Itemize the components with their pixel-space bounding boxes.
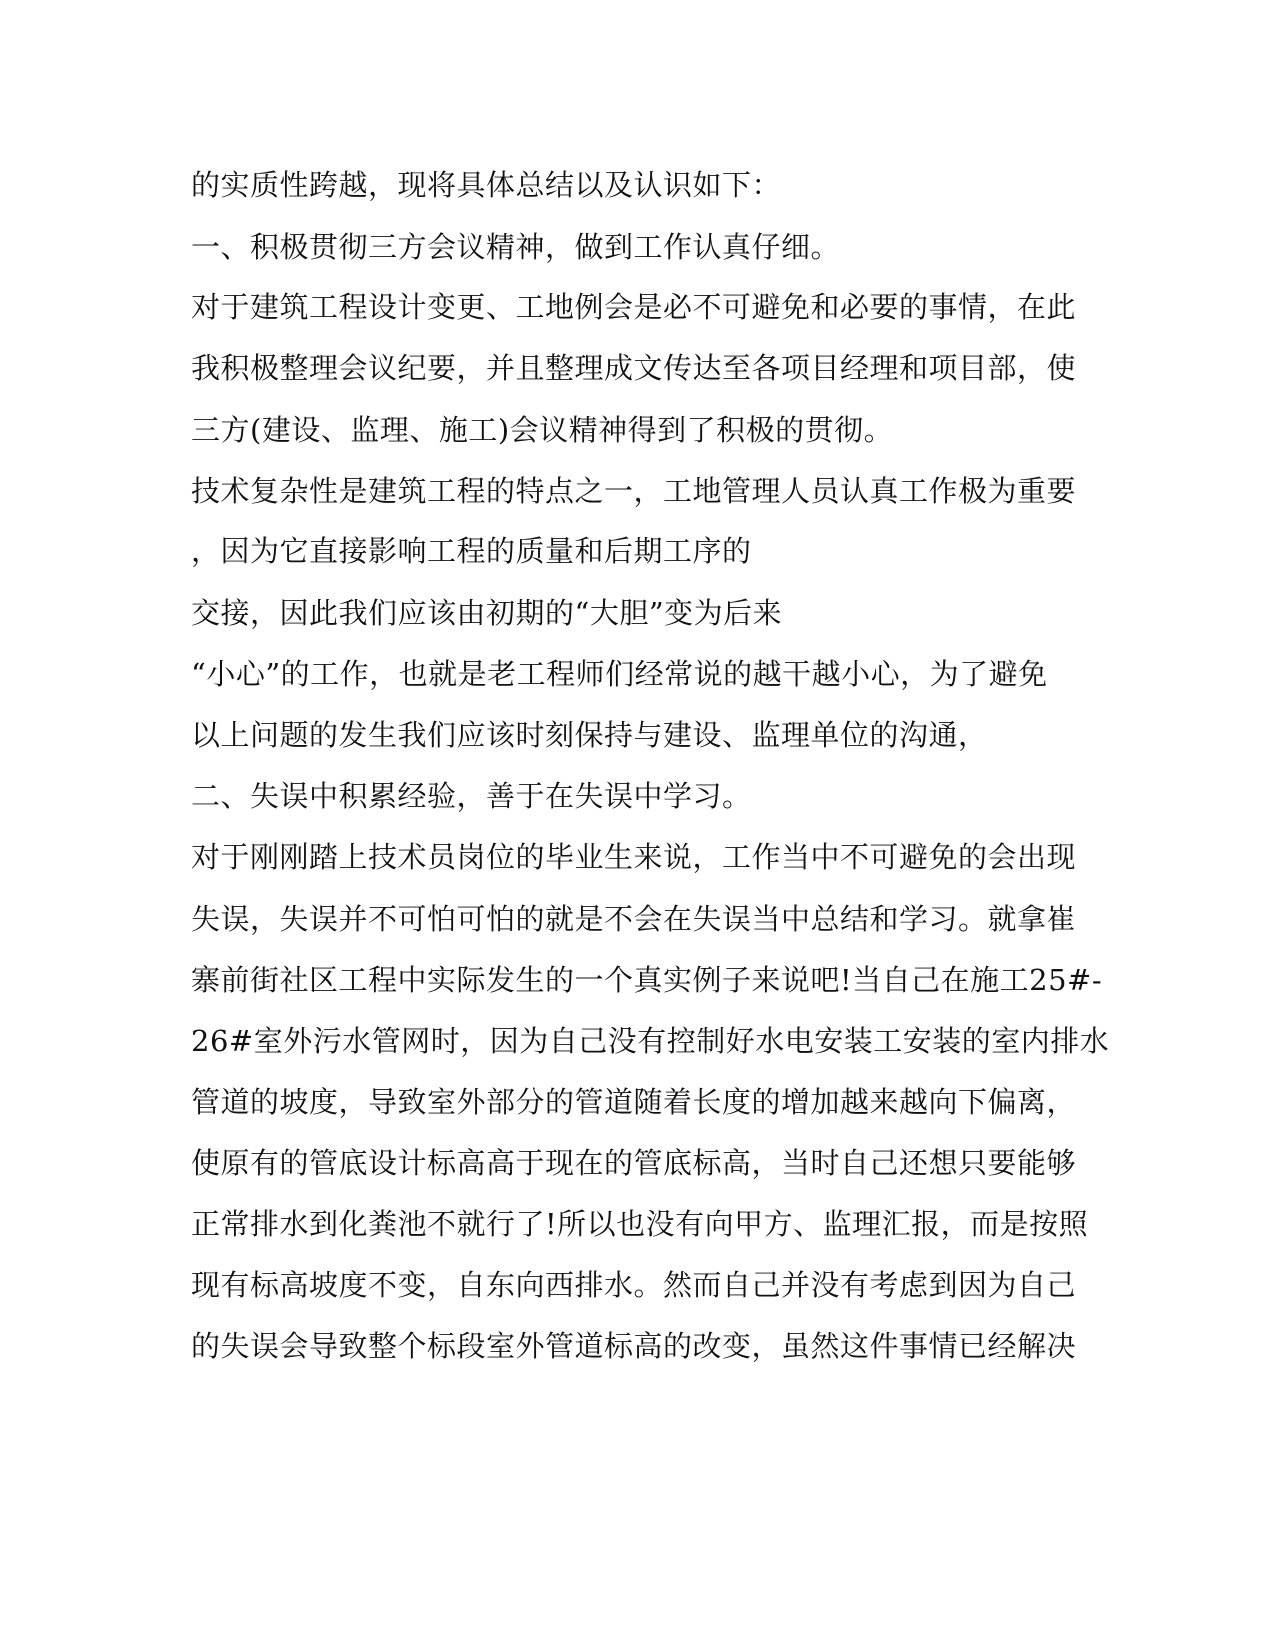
text-line: 管道的坡度，导致室外部分的管道随着长度的增加越来越向下偏离， — [191, 1085, 1077, 1119]
text-line: 对于建筑工程设计变更、工地例会是必不可避免和必要的事情，在此 — [191, 290, 1077, 324]
text-line: 使原有的管底设计标高高于现在的管底标高，当时自己还想只要能够 — [191, 1146, 1077, 1180]
text-line: “小心”的工作，也就是老工程师们经常说的越干越小心，为了避免 — [191, 657, 1048, 691]
text-line: 失误，失误并不可怕可怕的就是不会在失误当中总结和学习。就拿崔 — [191, 902, 1077, 936]
text-line: 我积极整理会议纪要，并且整理成文传达至各项目经理和项目部，使 — [191, 351, 1077, 385]
text-line: 交接，因此我们应该由初期的“大胆”变为后来 — [191, 596, 783, 630]
text-line: 现有标高坡度不变，自东向西排水。然而自己并没有考虑到因为自己 — [191, 1268, 1077, 1302]
text-line: 26#室外污水管网时，因为自己没有控制好水电安装工安装的室内排水 — [191, 1024, 1110, 1058]
text-line: 的实质性跨越，现将具体总结以及认识如下： — [191, 168, 782, 202]
text-line: 技术复杂性是建筑工程的特点之一，工地管理人员认真工作极为重要 — [191, 474, 1077, 508]
text-line: 正常排水到化粪池不就行了!所以也没有向甲方、监理汇报，而是按照 — [191, 1207, 1089, 1241]
section-heading: 一、积极贯彻三方会议精神，做到工作认真仔细。 — [191, 230, 841, 264]
text-line: 寨前街社区工程中实际发生的一个真实例子来说吧!当自己在施工25#- — [191, 963, 1103, 997]
section-heading: 二、失误中积累经验，善于在失误中学习。 — [191, 779, 752, 813]
text-line: 以上问题的发生我们应该时刻保持与建设、监理单位的沟通， — [191, 718, 988, 752]
text-line: ，因为它直接影响工程的质量和后期工序的 — [191, 534, 752, 568]
text-line: 对于刚刚踏上技术员岗位的毕业生来说，工作当中不可避免的会出现 — [191, 840, 1077, 874]
text-line: 的失误会导致整个标段室外管道标高的改变，虽然这件事情已经解决 — [191, 1329, 1077, 1363]
text-line: 三方(建设、监理、施工)会议精神得到了积极的贯彻。 — [191, 413, 894, 447]
